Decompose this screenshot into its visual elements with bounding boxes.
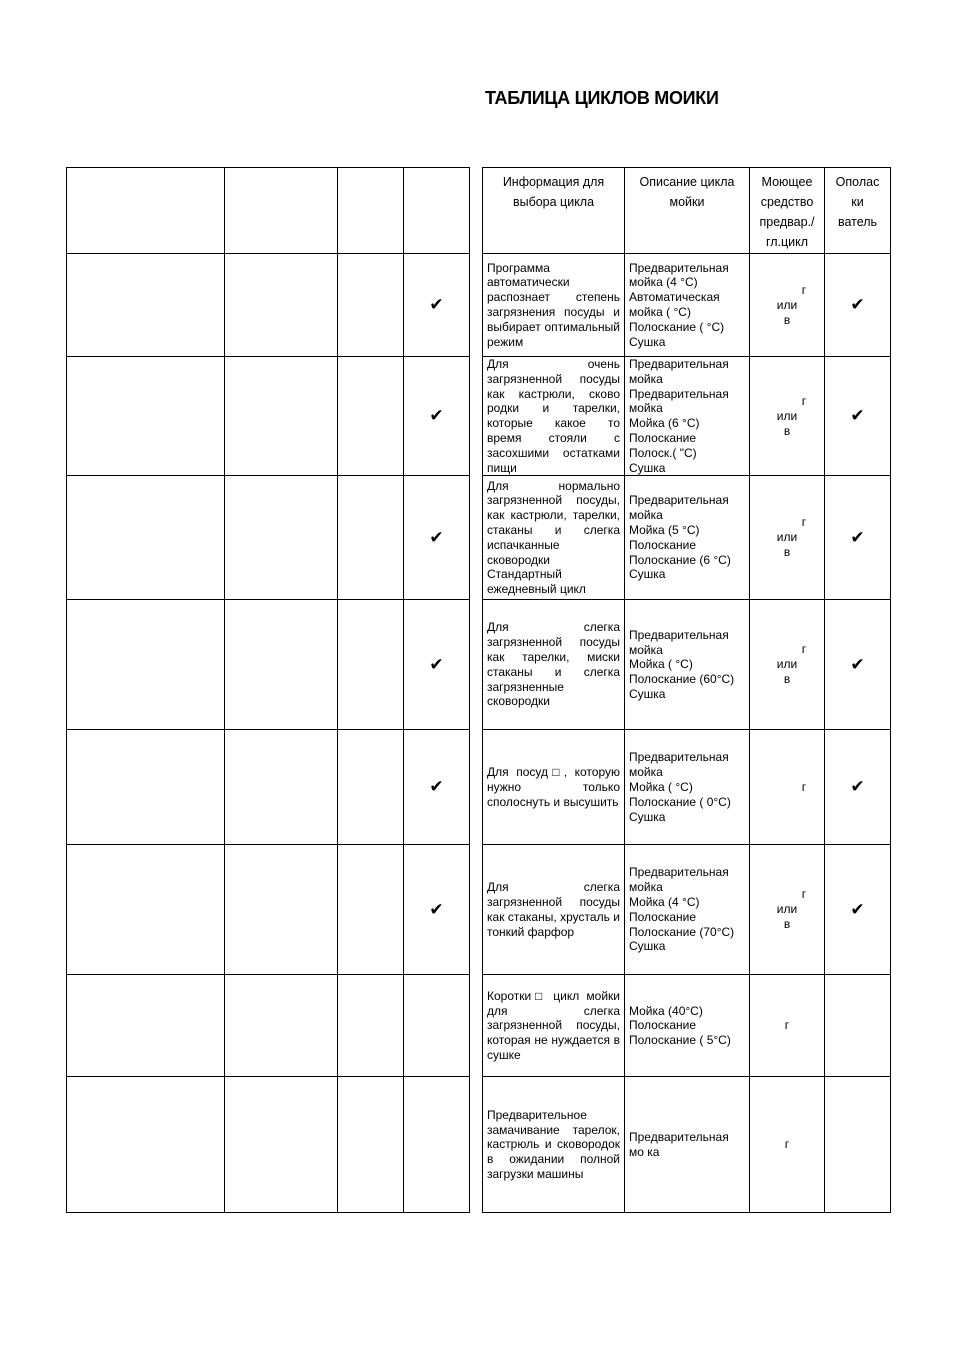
detergent-amount: г bbox=[801, 642, 807, 657]
check-cell bbox=[404, 975, 470, 1077]
cycle-info: Для посуд□, которую нужно только сполоснуть и высушить bbox=[483, 730, 625, 845]
program-cell bbox=[67, 476, 225, 600]
program-cell bbox=[225, 600, 338, 730]
table-row bbox=[483, 975, 891, 1077]
program-cell bbox=[225, 476, 338, 600]
program-cell bbox=[67, 730, 225, 845]
detergent-cell bbox=[750, 975, 825, 1077]
cycle-info: Для очень загрязненной посуды как кастрюли, сково родки и тарелки, которые какое то время стояли с засохшими остатками пищи bbox=[483, 357, 625, 476]
program-cell bbox=[338, 1077, 404, 1213]
detergent-note: или в bbox=[776, 902, 798, 932]
cycle-info: Для нормально загрязненной посуды, как кастрюли, тарелки, стаканы и слегка испачканные сковородки Стандартный ежедневный цикл bbox=[483, 476, 625, 600]
cycle-info-table bbox=[482, 167, 891, 1213]
detergent-cell bbox=[750, 600, 825, 730]
table-row bbox=[483, 476, 891, 600]
table-row bbox=[483, 357, 891, 476]
detergent-cell bbox=[750, 845, 825, 975]
program-cell bbox=[225, 730, 338, 845]
table-row bbox=[483, 600, 891, 730]
check-icon: ✔ bbox=[825, 845, 891, 975]
header-cell bbox=[225, 168, 338, 254]
program-table bbox=[66, 167, 470, 1213]
header-detergent: Моющее средство предвар./ гл.цикл bbox=[750, 168, 825, 254]
table-row bbox=[483, 845, 891, 975]
detergent-amount: г bbox=[801, 779, 807, 794]
check-icon: ✔ bbox=[825, 730, 891, 845]
cycle-info: Для слегка загрязненной посуды как стаканы, хрусталь и тонкий фарфор bbox=[483, 845, 625, 975]
table-row bbox=[67, 476, 470, 600]
cycle-info: Для слегка загрязненной посуды как тарелки, миски стаканы и слегка загрязненные сковородки bbox=[483, 600, 625, 730]
table-row bbox=[67, 975, 470, 1077]
program-cell bbox=[225, 254, 338, 357]
program-cell bbox=[67, 254, 225, 357]
header-cell bbox=[404, 168, 470, 254]
program-cell bbox=[225, 1077, 338, 1213]
check-cell bbox=[825, 1077, 891, 1213]
program-cell bbox=[67, 1077, 225, 1213]
program-cell bbox=[67, 845, 225, 975]
table-header-row bbox=[483, 168, 891, 254]
detergent-amount: г bbox=[801, 393, 807, 408]
header-cell bbox=[67, 168, 225, 254]
program-cell bbox=[67, 357, 225, 476]
program-cell bbox=[67, 600, 225, 730]
check-icon: ✔ bbox=[404, 600, 470, 730]
program-cell bbox=[225, 845, 338, 975]
table-row bbox=[67, 1077, 470, 1213]
header-description: Описание цикла мойки bbox=[625, 168, 750, 254]
program-cell bbox=[67, 975, 225, 1077]
table-row bbox=[67, 357, 470, 476]
cycle-description: Предварительная мо ка bbox=[625, 1077, 750, 1213]
program-cell bbox=[338, 357, 404, 476]
detergent-note: или в bbox=[776, 657, 798, 687]
table-row bbox=[483, 254, 891, 357]
check-icon: ✔ bbox=[404, 845, 470, 975]
check-icon: ✔ bbox=[404, 357, 470, 476]
cycle-info: Предварительное замачивание тарелок, кастрюль и сковородок в ожидании полной загрузки машины bbox=[483, 1077, 625, 1213]
detergent-note: или в bbox=[776, 530, 798, 560]
detergent-cell bbox=[750, 357, 825, 476]
program-cell bbox=[338, 730, 404, 845]
detergent-cell bbox=[750, 730, 825, 845]
header-cell bbox=[338, 168, 404, 254]
program-cell bbox=[338, 254, 404, 357]
cycle-description: Предварительная мойка Мойка (5 °C) Полоскание Полоскание (6 °C) Сушка bbox=[625, 476, 750, 600]
cycle-description: Предварительная мойка Мойка ( °C) Полоскание ( 0°C) Сушка bbox=[625, 730, 750, 845]
cycle-info: Коротки□ цикл мойки для слегка загрязненной посуды, которая не нуждается в сушке bbox=[483, 975, 625, 1077]
check-icon: ✔ bbox=[404, 254, 470, 357]
program-cell bbox=[338, 600, 404, 730]
program-cell bbox=[338, 845, 404, 975]
cycle-description: Предварительная мойка Мойка (4 °C) Полоскание Полоскание (70°C) Сушка bbox=[625, 845, 750, 975]
table-header-row bbox=[67, 168, 470, 254]
check-icon: ✔ bbox=[825, 476, 891, 600]
table-row bbox=[67, 845, 470, 975]
table-row bbox=[483, 1077, 891, 1213]
detergent-amount: г bbox=[784, 1137, 790, 1152]
detergent-amount: г bbox=[801, 515, 807, 530]
detergent-note: или в bbox=[776, 408, 798, 438]
header-info: Информация для выбора цикла bbox=[483, 168, 625, 254]
cycle-description: Предварительная мойка (4 °C) Автоматическая мойка ( °C) Полоскание ( °C) Сушка bbox=[625, 254, 750, 357]
check-icon: ✔ bbox=[404, 730, 470, 845]
header-rinse: Ополас ки ватель bbox=[825, 168, 891, 254]
program-cell bbox=[338, 476, 404, 600]
cycle-info: Программа автоматически распознает степень загрязнения посуды и выбирает оптимальный режим bbox=[483, 254, 625, 357]
check-icon: ✔ bbox=[825, 600, 891, 730]
table-row bbox=[67, 600, 470, 730]
detergent-amount: г bbox=[801, 887, 807, 902]
cycle-description: Предварительная мойка Мойка ( °C) Полоскание (60°C) Сушка bbox=[625, 600, 750, 730]
check-icon: ✔ bbox=[404, 476, 470, 600]
check-cell bbox=[825, 975, 891, 1077]
table-row bbox=[67, 254, 470, 357]
check-icon: ✔ bbox=[825, 254, 891, 357]
detergent-note: или в bbox=[776, 297, 798, 327]
program-cell bbox=[225, 975, 338, 1077]
detergent-cell bbox=[750, 476, 825, 600]
detergent-amount: г bbox=[801, 282, 807, 297]
check-icon: ✔ bbox=[825, 357, 891, 476]
page-title: ТАБЛИЦА ЦИКЛОВ МОИКИ bbox=[485, 88, 719, 108]
detergent-amount: г bbox=[784, 1018, 790, 1033]
table-row bbox=[483, 730, 891, 845]
cycle-description: Предварительная мойка Предварительная мойка Мойка (6 °C) Полоскание Полоск.( "C) Сушка bbox=[625, 357, 750, 476]
program-cell bbox=[338, 975, 404, 1077]
detergent-cell bbox=[750, 254, 825, 357]
program-cell bbox=[225, 357, 338, 476]
detergent-cell bbox=[750, 1077, 825, 1213]
table-row bbox=[67, 730, 470, 845]
check-cell bbox=[404, 1077, 470, 1213]
cycle-description: Мойка (40°C) Полоскание Полоскание ( 5°C) bbox=[625, 975, 750, 1077]
